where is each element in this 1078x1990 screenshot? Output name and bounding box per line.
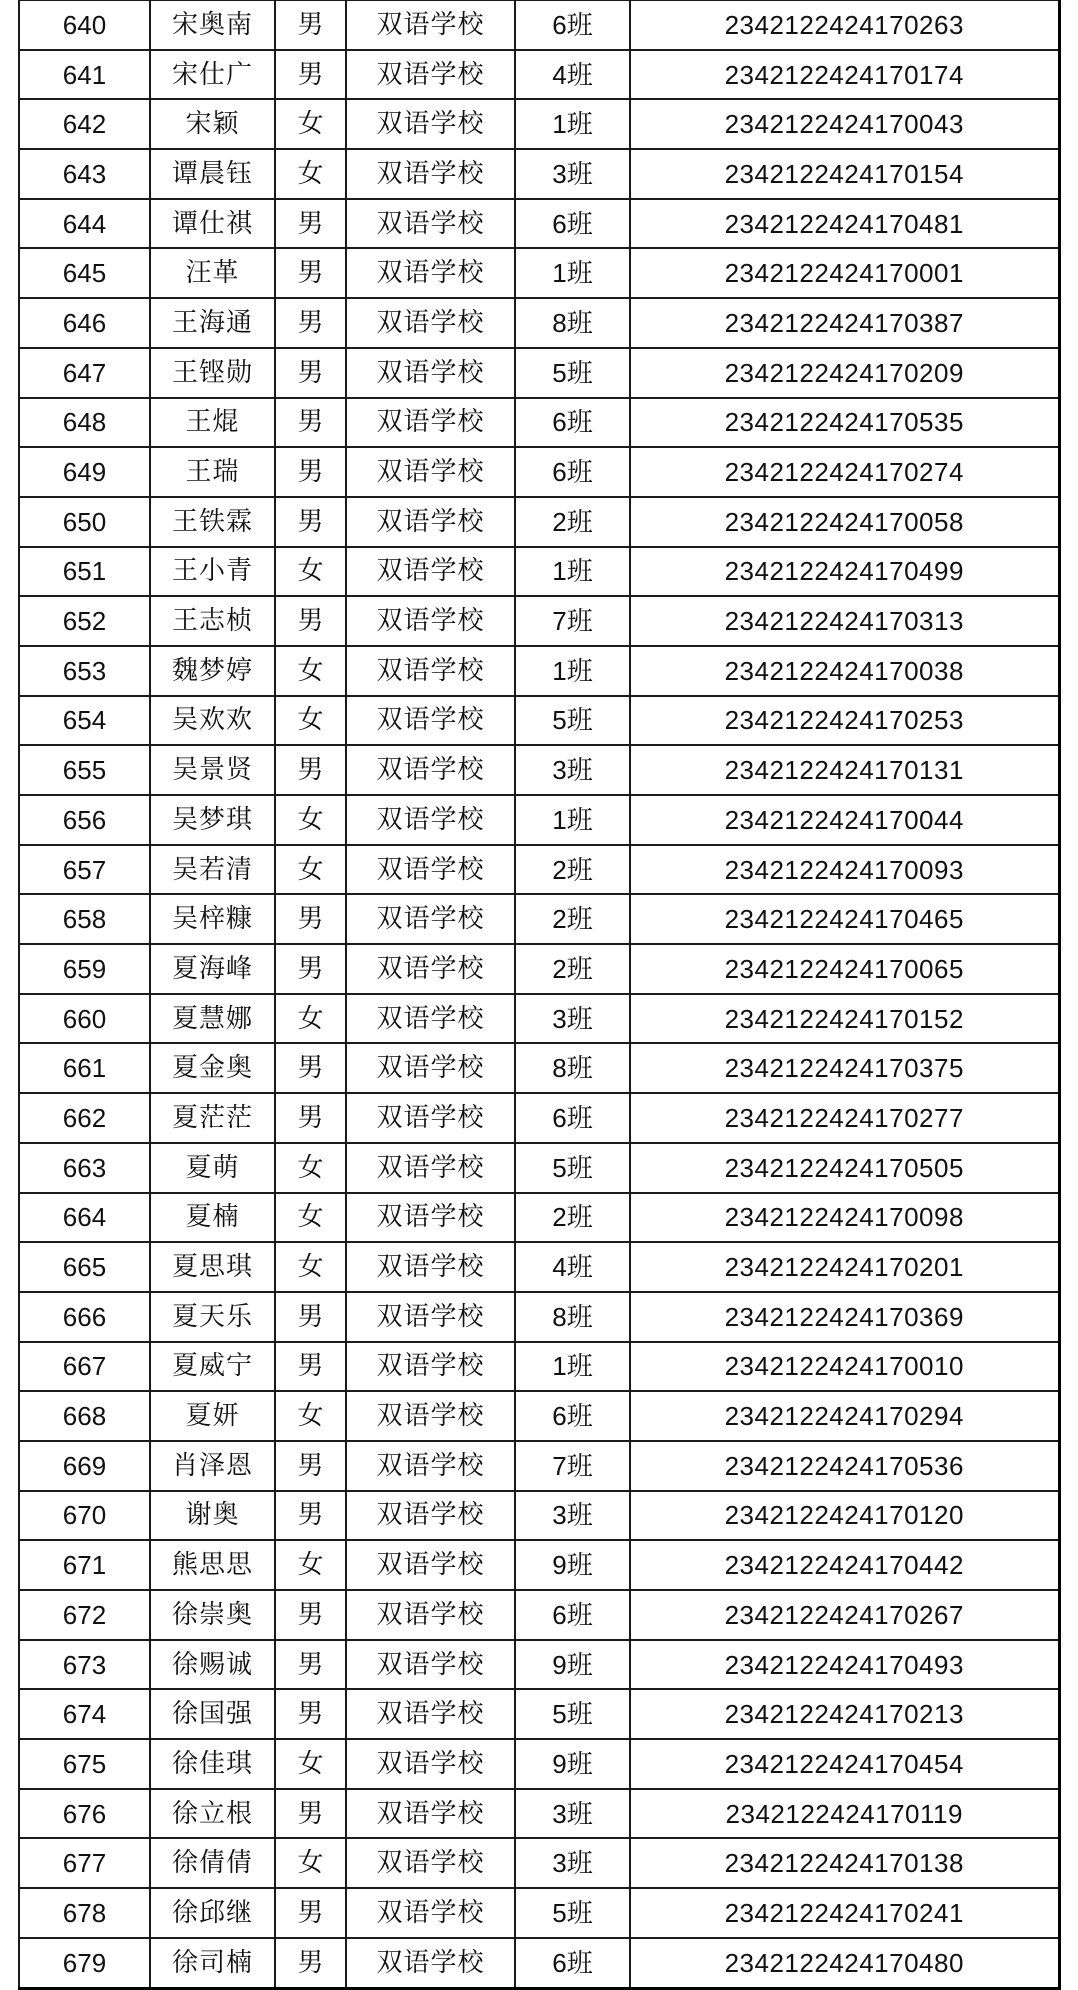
class-cell: 4班 [515, 50, 630, 100]
student-name-cell: 徐佳琪 [150, 1739, 275, 1789]
row-number-cell: 665 [19, 1242, 150, 1292]
gender-cell: 男 [275, 50, 346, 100]
student-name-cell: 徐邱继 [150, 1888, 275, 1938]
row-number-cell: 667 [19, 1342, 150, 1392]
gender-cell: 男 [275, 1689, 346, 1739]
school-cell: 双语学校 [346, 149, 515, 199]
student-name-cell: 宋奥南 [150, 1, 275, 50]
exam-id-cell: 2342122424170253 [630, 696, 1059, 746]
student-name-cell: 王志桢 [150, 596, 275, 646]
row-number-cell: 660 [19, 994, 150, 1044]
school-cell: 双语学校 [346, 1888, 515, 1938]
student-name-cell: 夏威宁 [150, 1342, 275, 1392]
student-name-cell: 王瑞 [150, 447, 275, 497]
student-name-cell: 徐崇奥 [150, 1590, 275, 1640]
gender-cell: 男 [275, 1789, 346, 1839]
gender-cell: 男 [275, 199, 346, 249]
student-name-cell: 夏慧娜 [150, 994, 275, 1044]
table-row [19, 1689, 1059, 1739]
school-cell: 双语学校 [346, 1, 515, 50]
row-number-cell: 652 [19, 596, 150, 646]
gender-cell: 女 [275, 1540, 346, 1590]
table-row [19, 1292, 1059, 1342]
row-number-cell: 677 [19, 1838, 150, 1888]
student-name-cell: 宋仕广 [150, 50, 275, 100]
school-cell: 双语学校 [346, 646, 515, 696]
gender-cell: 女 [275, 99, 346, 149]
gender-cell: 男 [275, 298, 346, 348]
table-row [19, 1143, 1059, 1193]
school-cell: 双语学校 [346, 1242, 515, 1292]
class-cell: 5班 [515, 696, 630, 746]
student-name-cell: 汪革 [150, 248, 275, 298]
row-number-cell: 654 [19, 696, 150, 746]
row-number-cell: 662 [19, 1093, 150, 1143]
class-cell: 6班 [515, 1391, 630, 1441]
school-cell: 双语学校 [346, 845, 515, 895]
exam-id-cell: 2342122424170010 [630, 1342, 1059, 1392]
exam-id-cell: 2342122424170001 [630, 248, 1059, 298]
exam-id-cell: 2342122424170465 [630, 894, 1059, 944]
gender-cell: 男 [275, 1590, 346, 1640]
row-number-cell: 648 [19, 398, 150, 448]
table-row [19, 1491, 1059, 1541]
table-row [19, 1441, 1059, 1491]
table-row [19, 298, 1059, 348]
gender-cell: 男 [275, 1888, 346, 1938]
student-roster-table [18, 0, 1061, 1990]
student-name-cell: 夏思琪 [150, 1242, 275, 1292]
student-name-cell: 吴欢欢 [150, 696, 275, 746]
row-number-cell: 644 [19, 199, 150, 249]
student-name-cell: 徐倩倩 [150, 1838, 275, 1888]
row-number-cell: 663 [19, 1143, 150, 1193]
school-cell: 双语学校 [346, 1838, 515, 1888]
gender-cell: 女 [275, 149, 346, 199]
gender-cell: 男 [275, 497, 346, 547]
class-cell: 3班 [515, 1838, 630, 1888]
table-row [19, 1391, 1059, 1441]
table-row [19, 248, 1059, 298]
gender-cell: 男 [275, 1, 346, 50]
school-cell: 双语学校 [346, 1640, 515, 1690]
gender-cell: 男 [275, 1938, 346, 1988]
exam-id-cell: 2342122424170209 [630, 348, 1059, 398]
student-name-cell: 夏天乐 [150, 1292, 275, 1342]
table-row [19, 497, 1059, 547]
table-row [19, 745, 1059, 795]
exam-id-cell: 2342122424170493 [630, 1640, 1059, 1690]
exam-id-cell: 2342122424170274 [630, 447, 1059, 497]
student-name-cell: 王铿勋 [150, 348, 275, 398]
row-number-cell: 658 [19, 894, 150, 944]
gender-cell: 男 [275, 398, 346, 448]
gender-cell: 男 [275, 447, 346, 497]
exam-id-cell: 2342122424170535 [630, 398, 1059, 448]
table-row [19, 944, 1059, 994]
table-row [19, 1938, 1059, 1988]
table-row [19, 894, 1059, 944]
exam-id-cell: 2342122424170454 [630, 1739, 1059, 1789]
exam-id-cell: 2342122424170263 [630, 1, 1059, 50]
table-row [19, 398, 1059, 448]
class-cell: 1班 [515, 547, 630, 597]
class-cell: 6班 [515, 1093, 630, 1143]
table-row [19, 1193, 1059, 1243]
gender-cell: 男 [275, 944, 346, 994]
exam-id-cell: 2342122424170044 [630, 795, 1059, 845]
table-row [19, 795, 1059, 845]
row-number-cell: 661 [19, 1043, 150, 1093]
school-cell: 双语学校 [346, 447, 515, 497]
exam-id-cell: 2342122424170241 [630, 1888, 1059, 1938]
exam-id-cell: 2342122424170369 [630, 1292, 1059, 1342]
row-number-cell: 678 [19, 1888, 150, 1938]
gender-cell: 女 [275, 1193, 346, 1243]
exam-id-cell: 2342122424170505 [630, 1143, 1059, 1193]
gender-cell: 女 [275, 1143, 346, 1193]
gender-cell: 男 [275, 745, 346, 795]
row-number-cell: 673 [19, 1640, 150, 1690]
table-row [19, 149, 1059, 199]
student-name-cell: 吴若清 [150, 845, 275, 895]
row-number-cell: 671 [19, 1540, 150, 1590]
row-number-cell: 646 [19, 298, 150, 348]
table-row [19, 547, 1059, 597]
school-cell: 双语学校 [346, 547, 515, 597]
row-number-cell: 670 [19, 1491, 150, 1541]
school-cell: 双语学校 [346, 1491, 515, 1541]
student-name-cell: 夏金奥 [150, 1043, 275, 1093]
row-number-cell: 649 [19, 447, 150, 497]
table-row [19, 1590, 1059, 1640]
class-cell: 1班 [515, 795, 630, 845]
class-cell: 5班 [515, 1143, 630, 1193]
table-row [19, 50, 1059, 100]
school-cell: 双语学校 [346, 398, 515, 448]
table-row [19, 596, 1059, 646]
exam-id-cell: 2342122424170038 [630, 646, 1059, 696]
exam-id-cell: 2342122424170120 [630, 1491, 1059, 1541]
class-cell: 6班 [515, 199, 630, 249]
exam-id-cell: 2342122424170119 [630, 1789, 1059, 1839]
exam-id-cell: 2342122424170375 [630, 1043, 1059, 1093]
gender-cell: 男 [275, 1043, 346, 1093]
table-row [19, 1888, 1059, 1938]
row-number-cell: 664 [19, 1193, 150, 1243]
school-cell: 双语学校 [346, 1391, 515, 1441]
row-number-cell: 659 [19, 944, 150, 994]
gender-cell: 男 [275, 1640, 346, 1690]
gender-cell: 女 [275, 1391, 346, 1441]
student-name-cell: 夏茫茫 [150, 1093, 275, 1143]
table-row [19, 1093, 1059, 1143]
gender-cell: 女 [275, 994, 346, 1044]
student-name-cell: 徐司楠 [150, 1938, 275, 1988]
table-row [19, 1838, 1059, 1888]
student-name-cell: 魏梦婷 [150, 646, 275, 696]
student-name-cell: 熊思思 [150, 1540, 275, 1590]
gender-cell: 男 [275, 1342, 346, 1392]
row-number-cell: 642 [19, 99, 150, 149]
school-cell: 双语学校 [346, 1342, 515, 1392]
class-cell: 7班 [515, 596, 630, 646]
row-number-cell: 668 [19, 1391, 150, 1441]
exam-id-cell: 2342122424170313 [630, 596, 1059, 646]
class-cell: 6班 [515, 1938, 630, 1988]
class-cell: 2班 [515, 845, 630, 895]
gender-cell: 男 [275, 1441, 346, 1491]
table-row [19, 199, 1059, 249]
exam-id-cell: 2342122424170131 [630, 745, 1059, 795]
gender-cell: 男 [275, 1292, 346, 1342]
class-cell: 8班 [515, 1292, 630, 1342]
row-number-cell: 679 [19, 1938, 150, 1988]
exam-id-cell: 2342122424170093 [630, 845, 1059, 895]
school-cell: 双语学校 [346, 795, 515, 845]
gender-cell: 男 [275, 894, 346, 944]
class-cell: 6班 [515, 1590, 630, 1640]
student-name-cell: 宋颖 [150, 99, 275, 149]
gender-cell: 男 [275, 248, 346, 298]
class-cell: 3班 [515, 1491, 630, 1541]
school-cell: 双语学校 [346, 1540, 515, 1590]
gender-cell: 男 [275, 1491, 346, 1541]
row-number-cell: 643 [19, 149, 150, 199]
class-cell: 3班 [515, 745, 630, 795]
exam-id-cell: 2342122424170065 [630, 944, 1059, 994]
student-name-cell: 夏萌 [150, 1143, 275, 1193]
student-name-cell: 谭晨钰 [150, 149, 275, 199]
exam-id-cell: 2342122424170043 [630, 99, 1059, 149]
student-name-cell: 王铁霖 [150, 497, 275, 547]
class-cell: 2班 [515, 497, 630, 547]
row-number-cell: 645 [19, 248, 150, 298]
school-cell: 双语学校 [346, 596, 515, 646]
class-cell: 9班 [515, 1640, 630, 1690]
row-number-cell: 640 [19, 1, 150, 50]
school-cell: 双语学校 [346, 894, 515, 944]
class-cell: 3班 [515, 994, 630, 1044]
gender-cell: 女 [275, 1739, 346, 1789]
table-row [19, 1342, 1059, 1392]
row-number-cell: 653 [19, 646, 150, 696]
class-cell: 9班 [515, 1540, 630, 1590]
exam-id-cell: 2342122424170481 [630, 199, 1059, 249]
school-cell: 双语学校 [346, 1193, 515, 1243]
row-number-cell: 674 [19, 1689, 150, 1739]
exam-id-cell: 2342122424170499 [630, 547, 1059, 597]
class-cell: 2班 [515, 944, 630, 994]
class-cell: 9班 [515, 1739, 630, 1789]
student-name-cell: 夏妍 [150, 1391, 275, 1441]
row-number-cell: 676 [19, 1789, 150, 1839]
exam-id-cell: 2342122424170201 [630, 1242, 1059, 1292]
school-cell: 双语学校 [346, 1789, 515, 1839]
student-name-cell: 徐立根 [150, 1789, 275, 1839]
student-name-cell: 王焜 [150, 398, 275, 448]
school-cell: 双语学校 [346, 1441, 515, 1491]
student-name-cell: 吴景贤 [150, 745, 275, 795]
student-roster-sheet [18, 0, 1058, 1978]
exam-id-cell: 2342122424170138 [630, 1838, 1059, 1888]
school-cell: 双语学校 [346, 1739, 515, 1789]
class-cell: 7班 [515, 1441, 630, 1491]
student-name-cell: 徐赐诚 [150, 1640, 275, 1690]
school-cell: 双语学校 [346, 696, 515, 746]
student-name-cell: 谢奥 [150, 1491, 275, 1541]
class-cell: 6班 [515, 398, 630, 448]
gender-cell: 女 [275, 547, 346, 597]
table-row [19, 1739, 1059, 1789]
exam-id-cell: 2342122424170098 [630, 1193, 1059, 1243]
table-row [19, 1242, 1059, 1292]
exam-id-cell: 2342122424170536 [630, 1441, 1059, 1491]
school-cell: 双语学校 [346, 745, 515, 795]
gender-cell: 女 [275, 845, 346, 895]
table-row [19, 1789, 1059, 1839]
row-number-cell: 650 [19, 497, 150, 547]
class-cell: 5班 [515, 1888, 630, 1938]
exam-id-cell: 2342122424170442 [630, 1540, 1059, 1590]
school-cell: 双语学校 [346, 248, 515, 298]
school-cell: 双语学校 [346, 50, 515, 100]
school-cell: 双语学校 [346, 1292, 515, 1342]
school-cell: 双语学校 [346, 944, 515, 994]
school-cell: 双语学校 [346, 497, 515, 547]
school-cell: 双语学校 [346, 348, 515, 398]
row-number-cell: 666 [19, 1292, 150, 1342]
exam-id-cell: 2342122424170267 [630, 1590, 1059, 1640]
gender-cell: 男 [275, 596, 346, 646]
class-cell: 1班 [515, 1342, 630, 1392]
student-name-cell: 夏楠 [150, 1193, 275, 1243]
class-cell: 2班 [515, 1193, 630, 1243]
exam-id-cell: 2342122424170058 [630, 497, 1059, 547]
table-row [19, 447, 1059, 497]
student-name-cell: 王小青 [150, 547, 275, 597]
exam-id-cell: 2342122424170294 [630, 1391, 1059, 1441]
class-cell: 5班 [515, 348, 630, 398]
gender-cell: 女 [275, 646, 346, 696]
class-cell: 1班 [515, 248, 630, 298]
gender-cell: 男 [275, 348, 346, 398]
school-cell: 双语学校 [346, 1938, 515, 1988]
school-cell: 双语学校 [346, 298, 515, 348]
school-cell: 双语学校 [346, 1143, 515, 1193]
exam-id-cell: 2342122424170213 [630, 1689, 1059, 1739]
table-row [19, 1, 1059, 50]
row-number-cell: 672 [19, 1590, 150, 1640]
school-cell: 双语学校 [346, 1093, 515, 1143]
student-name-cell: 夏海峰 [150, 944, 275, 994]
student-name-cell: 吴梦琪 [150, 795, 275, 845]
school-cell: 双语学校 [346, 1590, 515, 1640]
gender-cell: 女 [275, 795, 346, 845]
school-cell: 双语学校 [346, 99, 515, 149]
table-row [19, 845, 1059, 895]
class-cell: 6班 [515, 1, 630, 50]
school-cell: 双语学校 [346, 994, 515, 1044]
exam-id-cell: 2342122424170387 [630, 298, 1059, 348]
school-cell: 双语学校 [346, 199, 515, 249]
class-cell: 1班 [515, 99, 630, 149]
gender-cell: 女 [275, 1242, 346, 1292]
roster-body [19, 1, 1059, 1989]
row-number-cell: 647 [19, 348, 150, 398]
row-number-cell: 656 [19, 795, 150, 845]
school-cell: 双语学校 [346, 1043, 515, 1093]
exam-id-cell: 2342122424170174 [630, 50, 1059, 100]
class-cell: 4班 [515, 1242, 630, 1292]
exam-id-cell: 2342122424170152 [630, 994, 1059, 1044]
school-cell: 双语学校 [346, 1689, 515, 1739]
student-name-cell: 谭仕祺 [150, 199, 275, 249]
student-name-cell: 吴梓糠 [150, 894, 275, 944]
class-cell: 3班 [515, 1789, 630, 1839]
table-row [19, 348, 1059, 398]
class-cell: 5班 [515, 1689, 630, 1739]
exam-id-cell: 2342122424170277 [630, 1093, 1059, 1143]
student-name-cell: 肖泽恩 [150, 1441, 275, 1491]
row-number-cell: 641 [19, 50, 150, 100]
student-name-cell: 徐国强 [150, 1689, 275, 1739]
row-number-cell: 657 [19, 845, 150, 895]
class-cell: 3班 [515, 149, 630, 199]
class-cell: 6班 [515, 447, 630, 497]
gender-cell: 女 [275, 1838, 346, 1888]
exam-id-cell: 2342122424170480 [630, 1938, 1059, 1988]
table-row [19, 1043, 1059, 1093]
exam-id-cell: 2342122424170154 [630, 149, 1059, 199]
student-name-cell: 王海通 [150, 298, 275, 348]
class-cell: 2班 [515, 894, 630, 944]
table-row [19, 1640, 1059, 1690]
table-row [19, 696, 1059, 746]
class-cell: 8班 [515, 1043, 630, 1093]
gender-cell: 男 [275, 1093, 346, 1143]
table-row [19, 99, 1059, 149]
row-number-cell: 669 [19, 1441, 150, 1491]
class-cell: 1班 [515, 646, 630, 696]
table-row [19, 994, 1059, 1044]
table-row [19, 646, 1059, 696]
gender-cell: 女 [275, 696, 346, 746]
row-number-cell: 655 [19, 745, 150, 795]
row-number-cell: 651 [19, 547, 150, 597]
table-row [19, 1540, 1059, 1590]
class-cell: 8班 [515, 298, 630, 348]
row-number-cell: 675 [19, 1739, 150, 1789]
